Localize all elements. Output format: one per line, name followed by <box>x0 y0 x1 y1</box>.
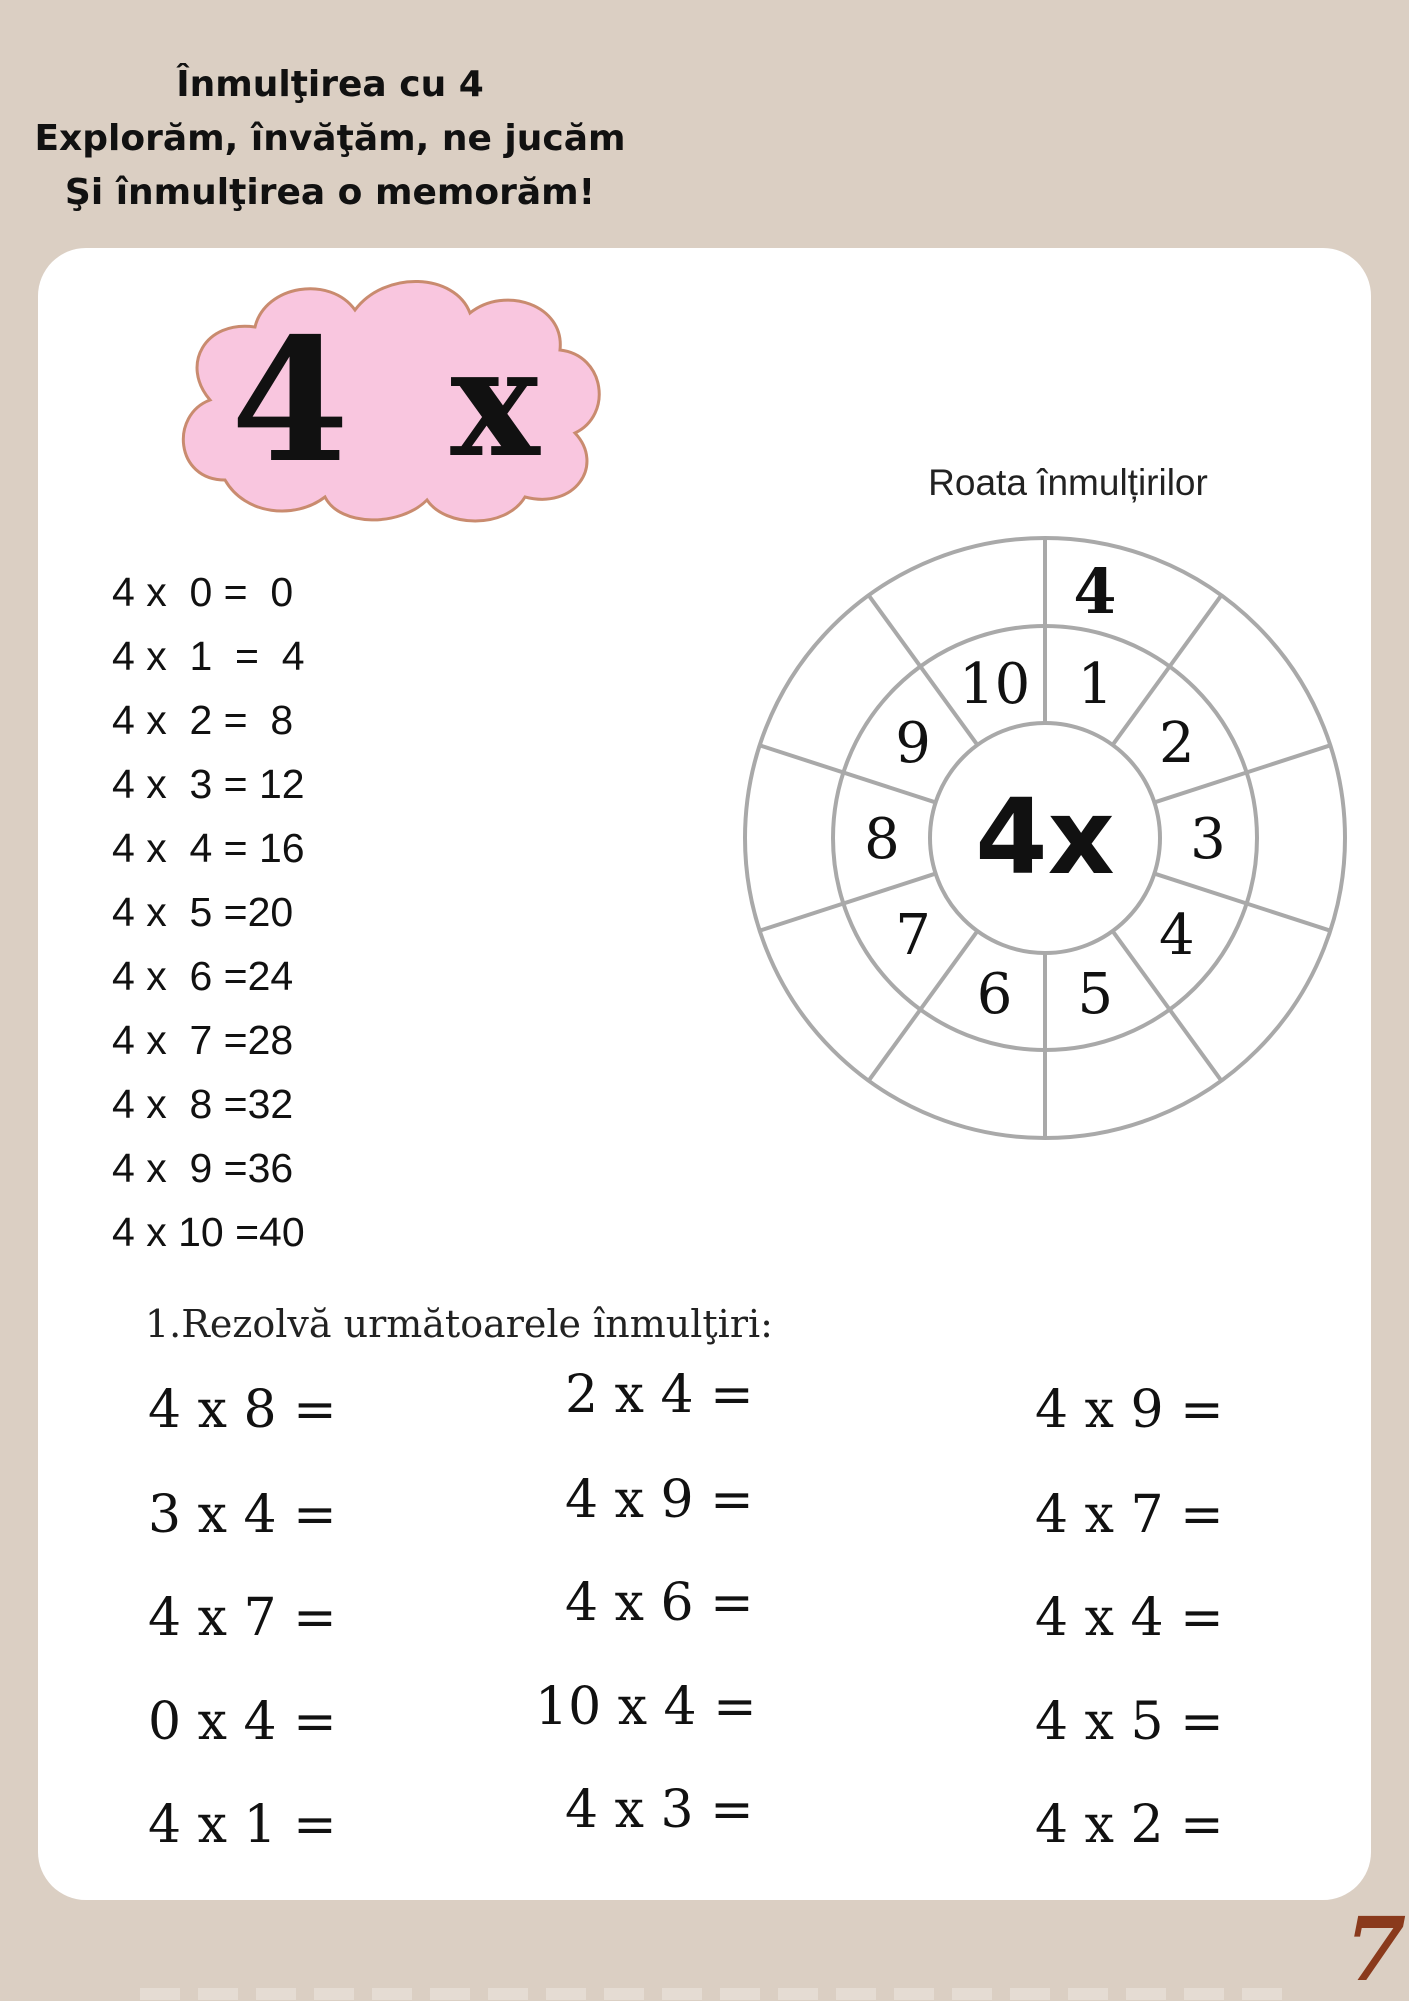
header-subtitle-1: Explorăm, învăţăm, ne jucăm <box>34 118 626 159</box>
bottom-decoration <box>140 1988 1300 2000</box>
exercise-item: 4 x 7 = <box>1035 1485 1224 1545</box>
table-row: 4 x 10 =40 <box>112 1209 305 1255</box>
multiplication-wheel <box>735 533 1355 1143</box>
exercise-title: 1.Rezolvă următoarele înmulţiri: <box>145 1302 773 1346</box>
wheel-middle-label: 4 <box>1159 902 1195 968</box>
wheel-middle-label: 1 <box>1077 651 1114 717</box>
exercise-item: 4 x 7 = <box>148 1588 337 1648</box>
exercise-item: 3 x 4 = <box>148 1485 337 1545</box>
wheel-middle-label: 8 <box>864 807 900 872</box>
wheel-center-label: 4x <box>975 776 1115 898</box>
cloud-badge <box>165 265 615 530</box>
wheel-middle-label: 10 <box>958 651 1031 717</box>
cloud-number: 4 <box>230 301 350 501</box>
exercise-item: 4 x 5 = <box>1035 1692 1224 1752</box>
page-header <box>30 58 630 220</box>
table-row: 4 x 3 = 12 <box>112 761 305 807</box>
multiplication-table <box>112 560 305 1264</box>
table-row: 4 x 5 =20 <box>112 889 294 935</box>
exercise-item: 4 x 2 = <box>1035 1795 1224 1855</box>
wheel-middle-label: 6 <box>976 962 1013 1028</box>
header-title: Înmulţirea cu 4 <box>176 64 484 105</box>
wheel-middle-label: 3 <box>1190 807 1226 872</box>
header-subtitle-2: Şi înmulţirea o memorăm! <box>64 172 596 213</box>
wheel-outer-answer: 4 <box>1073 555 1117 628</box>
wheel-title: Roata înmulțirilor <box>928 462 1208 503</box>
exercise-item: 4 x 9 = <box>1035 1380 1224 1440</box>
wheel-middle-label: 7 <box>895 902 931 968</box>
wheel-middle-label: 2 <box>1159 711 1195 777</box>
exercise-item: 4 x 8 = <box>148 1380 337 1440</box>
exercise-item: 2 x 4 = <box>565 1365 754 1425</box>
table-row: 4 x 1 = 4 <box>112 633 305 679</box>
table-row: 4 x 4 = 16 <box>112 825 305 871</box>
exercise-item: 10 x 4 = <box>535 1677 757 1737</box>
exercise-item: 4 x 1 = <box>148 1795 337 1855</box>
page-number: 7 <box>1345 1897 1407 2001</box>
exercise-item: 0 x 4 = <box>148 1692 337 1752</box>
table-row: 4 x 7 =28 <box>112 1017 294 1063</box>
table-row: 4 x 6 =24 <box>112 953 294 999</box>
table-row: 4 x 8 =32 <box>112 1081 294 1127</box>
table-row: 4 x 2 = 8 <box>112 697 294 743</box>
table-row: 4 x 0 = 0 <box>112 569 294 615</box>
cloud-times-symbol: x <box>450 315 540 491</box>
wheel-middle-label: 5 <box>1077 962 1114 1028</box>
exercise-item: 4 x 3 = <box>565 1780 754 1840</box>
table-row: 4 x 9 =36 <box>112 1145 294 1191</box>
exercise-item: 4 x 4 = <box>1035 1588 1224 1648</box>
wheel-middle-label: 9 <box>895 711 931 777</box>
exercise-item: 4 x 6 = <box>565 1573 754 1633</box>
exercise-item: 4 x 9 = <box>565 1470 754 1530</box>
